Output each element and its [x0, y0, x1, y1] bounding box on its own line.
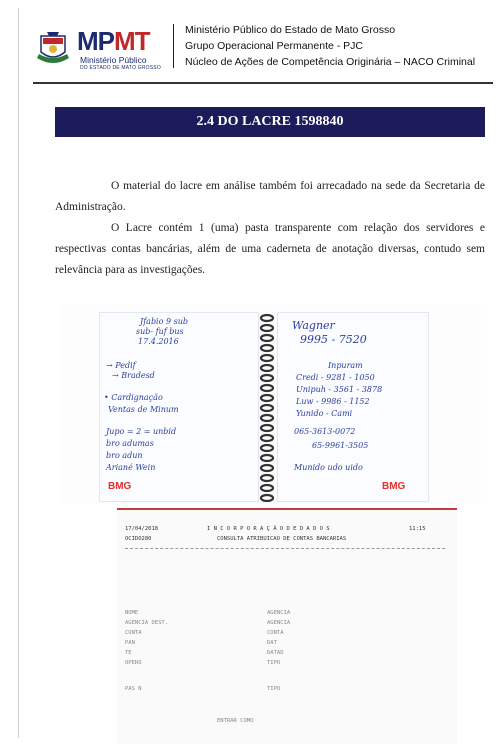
- printout-label: AGENCIA: [267, 620, 291, 626]
- printout-label: TIPO: [267, 686, 281, 692]
- printout-label: PAS N: [125, 686, 142, 692]
- handwritten-line: 065-3613-0072: [294, 427, 356, 436]
- printout-date: 17/04/2018: [125, 526, 159, 532]
- printout-label: AGENCIA DEST.: [125, 620, 169, 626]
- handwritten-line: Ventas de Minum: [108, 405, 179, 414]
- printout-subtitle: CONSULTA ATRIBUICAO DE CONTAS BANCARIAS: [217, 536, 347, 542]
- printout-time: 11:15: [409, 526, 426, 532]
- notebook-right-page: [277, 312, 429, 502]
- letterhead: [33, 22, 493, 80]
- handwritten-line: → Pedif: [106, 361, 136, 370]
- header-line-2: Grupo Operacional Permanente - PJC: [185, 40, 364, 52]
- printout-label: AGENCIA: [267, 610, 291, 616]
- handwritten-line: Jfabio 9 sub: [140, 317, 188, 326]
- logo-subtitle: Ministério Público: [80, 55, 147, 65]
- printout-label: TIPO: [267, 660, 281, 666]
- printout-label: NOME: [125, 610, 139, 616]
- header-line-3: Núcleo de Ações de Competência Originária – NACO Criminal: [185, 56, 476, 68]
- evidence-photo: [59, 304, 481, 746]
- logo-subtitle-small: DO ESTADO DE MATO GROSSO: [80, 65, 161, 71]
- handwritten-line: Inpuram: [328, 361, 363, 370]
- printout-label: DAT: [267, 640, 277, 646]
- printout-code: OCIDO280: [125, 536, 152, 542]
- notebook-photo: [59, 304, 481, 504]
- printout-label: DATAD: [267, 650, 284, 656]
- spiral-binding-icon: [259, 312, 275, 502]
- handwritten-line: Wagner: [292, 319, 335, 332]
- handwritten-line: sub- fuf bus: [136, 327, 184, 336]
- printout-footer: ENTRAR COMO: [217, 718, 254, 724]
- printout-label: CONTA: [267, 630, 284, 636]
- state-seal-icon: [33, 28, 73, 68]
- handwritten-line: bro adun: [106, 451, 143, 460]
- handwritten-line: 17.4.2016: [138, 337, 179, 346]
- handwritten-line: Ariané Wein: [106, 463, 156, 472]
- handwritten-line: Jupo = 2 = unbid: [106, 427, 177, 436]
- bmg-logo: BMG: [108, 481, 132, 492]
- printout-label: CONTA: [125, 630, 142, 636]
- mpmt-logo: [33, 26, 163, 72]
- handwritten-line: 9995 - 7520: [300, 333, 367, 346]
- handwritten-line: Luw - 9986 - 1152: [296, 397, 370, 406]
- handwritten-line: Unipuh - 3561 - 3878: [296, 385, 383, 394]
- header-rule: [33, 82, 493, 84]
- header-line-1: Ministério Público do Estado de Mato Grosso: [185, 24, 396, 36]
- printout-label: OPERO: [125, 660, 142, 666]
- document-page: [18, 8, 495, 738]
- notebook-left-page: [99, 312, 259, 502]
- paragraph-2: O Lacre contém 1 (uma) pasta transparente com relação dos servidores e respectivas contas bancárias, além de uma caderneta de anotação diversas, contudo sem relevância para as investigações.: [55, 222, 485, 276]
- printout-label: PAN: [125, 640, 135, 646]
- handwritten-line: Yunido - Cami: [296, 409, 353, 418]
- section-title: 2.4 DO LACRE 1598840: [55, 107, 485, 137]
- paragraph-1: O material do lacre em análise também foi arrecadado na sede da Secretaria de Administração.: [55, 180, 485, 213]
- handwritten-line: → Bradesd: [112, 371, 155, 380]
- handwritten-line: Credi - 9281 - 1050: [296, 373, 375, 382]
- printout-title: I N C O R P O R A Ç Ã O D E D A D O S: [207, 526, 330, 532]
- printout-divider: [125, 548, 445, 549]
- bmg-logo: BMG: [382, 481, 406, 492]
- handwritten-line: • Cardignação: [104, 393, 163, 402]
- handwritten-line: bro adumas: [106, 439, 154, 448]
- handwritten-line: 65-9961-3505: [312, 441, 369, 450]
- handwritten-line: Munido udo uido: [294, 463, 363, 472]
- bank-account-printout: [117, 508, 457, 744]
- printout-label: TE: [125, 650, 132, 656]
- header-divider: [173, 24, 174, 68]
- logo-wordmark: MPMT: [77, 26, 150, 56]
